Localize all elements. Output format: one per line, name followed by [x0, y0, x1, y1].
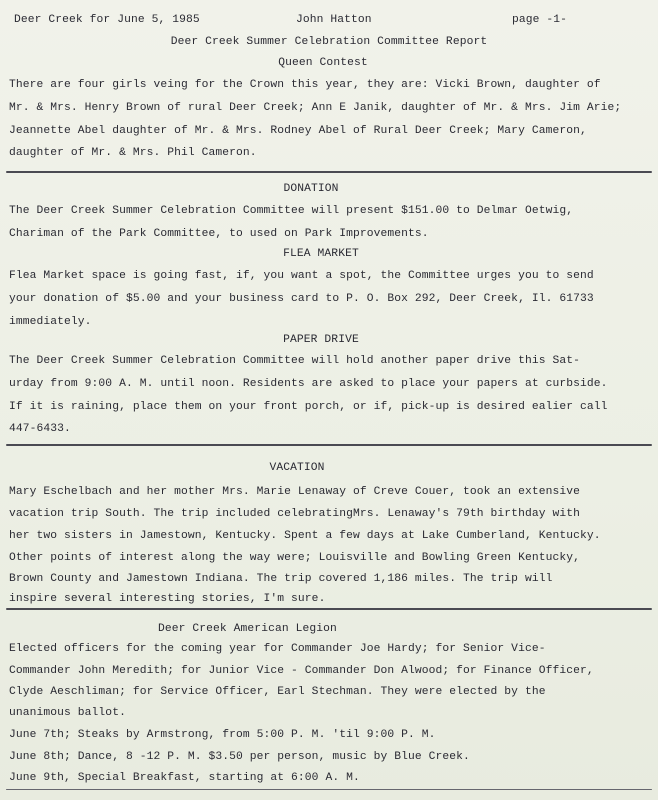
body-line: Jeannette Abel daughter of Mr. & Mrs. Rodney Abel of Rural Deer Creek; Mary Cameron,	[9, 125, 587, 137]
body-line: your donation of $5.00 and your business card to P. O. Box 292, Deer Creek, Il. 61733	[9, 293, 594, 305]
section-divider	[6, 444, 652, 446]
body-line: Elected officers for the coming year for Commander Joe Hardy; for Senior Vice-	[9, 643, 546, 655]
header-author: John Hatton	[296, 14, 372, 26]
body-line: The Deer Creek Summer Celebration Committee will hold another paper drive this Sat-	[9, 355, 580, 367]
body-line: Other points of interest along the way were; Louisville and Bowling Green Kentucky,	[9, 552, 580, 564]
event-line: June 9th, Special Breakfast, starting at 6:00 A. M.	[9, 772, 360, 784]
section-divider	[6, 608, 652, 610]
body-line: her two sisters in Jamestown, Kentucky. Spent a few days at Lake Cumberland, Kentucky.	[9, 530, 601, 542]
header-page-number: page -1-	[512, 14, 568, 26]
vacation-heading: VACATION	[269, 462, 325, 474]
body-line: daughter of Mr. & Mrs. Phil Cameron.	[9, 147, 257, 159]
header-dateline: Deer Creek for June 5, 1985	[14, 14, 200, 26]
body-line: Brown County and Jamestown Indiana. The trip covered 1,186 miles. The trip will	[9, 573, 553, 585]
section-divider	[6, 171, 652, 173]
flea-market-heading: FLEA MARKET	[283, 248, 359, 260]
event-line: June 7th; Steaks by Armstrong, from 5:00 P. M. 'til 9:00 P. M.	[9, 729, 436, 741]
event-line: June 8th; Dance, 8 -12 P. M. $3.50 per person, music by Blue Creek.	[9, 751, 470, 763]
report-title: Deer Creek Summer Celebration Committee Report	[170, 36, 488, 48]
body-line: immediately.	[9, 316, 92, 328]
body-line: If it is raining, place them on your front porch, or if, pick-up is desired ealier call	[9, 401, 608, 413]
body-line: The Deer Creek Summer Celebration Committee will present $151.00 to Delmar Oetwig,	[9, 205, 574, 217]
body-line: There are four girls veing for the Crown this year, they are: Vicki Brown, daughter of	[9, 79, 601, 91]
queen-contest-heading: Queen Contest	[278, 57, 368, 69]
donation-heading: DONATION	[283, 183, 339, 195]
body-line: Chariman of the Park Committee, to used on Park Improvements.	[9, 228, 429, 240]
body-line: Commander John Meredith; for Junior Vice - Commander Don Alwood; for Finance Officer,	[9, 665, 594, 677]
legion-heading: Deer Creek American Legion	[158, 623, 337, 635]
body-line: unanimous ballot.	[9, 707, 126, 719]
body-line: 447-6433.	[9, 423, 71, 435]
body-line: Flea Market space is going fast, if, you want a spot, the Committee urges you to send	[9, 270, 594, 282]
paper-drive-heading: PAPER DRIVE	[283, 334, 359, 346]
body-line: Mr. & Mrs. Henry Brown of rural Deer Creek; Ann E Janik, daughter of Mr. & Mrs. Jim Arie;	[9, 102, 622, 114]
body-line: Mary Eschelbach and her mother Mrs. Marie Lenaway of Creve Couer, took an extensive	[9, 486, 580, 498]
bottom-rule	[6, 789, 652, 790]
body-line: Clyde Aeschliman; for Service Officer, Earl Stechman. They were elected by the	[9, 686, 546, 698]
body-line: inspire several interesting stories, I'm sure.	[9, 593, 326, 605]
body-line: vacation trip South. The trip included celebratingMrs. Lenaway's 79th birthday with	[9, 508, 580, 520]
body-line: urday from 9:00 A. M. until noon. Residents are asked to place your papers at curbside.	[9, 378, 608, 390]
